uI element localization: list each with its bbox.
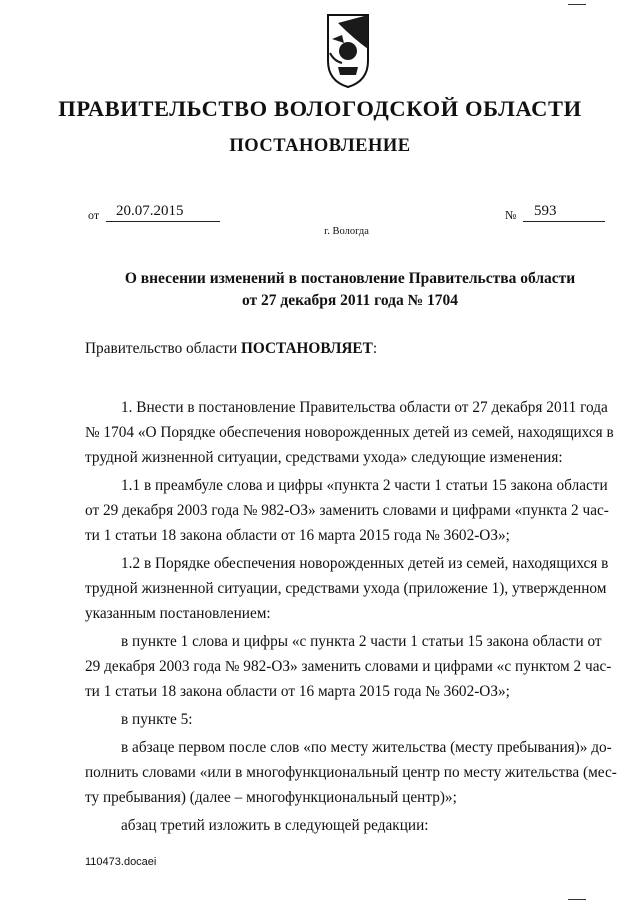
body-line: в пункте 5: (121, 711, 193, 728)
body-line: ти 1 статьи 18 закона области от 16 марта 2015 года № 3602-ОЗ»; (85, 527, 510, 544)
body-line: 1.1 в преамбуле слова и цифры «пункта 2 части 1 статьи 15 закона области (121, 477, 608, 494)
scan-mark (568, 4, 586, 5)
government-title: ПРАВИТЕЛЬСТВО ВОЛОГОДСКОЙ ОБЛАСТИ (58, 96, 582, 121)
body-line: абзац третий изложить в следующей редакции: (121, 817, 429, 834)
scan-mark (568, 899, 586, 900)
body-line: трудной жизненной ситуации, средствами ухода» следующие изменения: (85, 449, 563, 466)
city-label: г. Вологда (324, 226, 369, 237)
body-line: № 1704 «О Порядке обеспечения новорожденных детей из семей, находящихся в (85, 424, 614, 441)
body-line: в абзаце первом после слов «по месту жительства (месту пребывания)» до- (121, 739, 612, 756)
body-line: от 29 декабря 2003 года № 982-ОЗ» заменить словами и цифрами «пункта 2 час- (85, 502, 609, 519)
subject-line: от 27 декабря 2011 года № 1704 (241, 292, 459, 309)
subject-line: О внесении изменений в постановление Правительства области (124, 270, 576, 287)
preamble-text: Правительство области (85, 340, 242, 357)
body-line: в пункте 1 слова и цифры «с пункта 2 части 1 статьи 15 закона области от (121, 633, 602, 650)
document-date: 20.07.2015 (116, 203, 184, 219)
preamble (85, 340, 377, 358)
date-prefix: от (88, 208, 100, 222)
body-line: 1.2 в Порядке обеспечения новорожденных детей из семей, находящихся в (121, 555, 609, 572)
coat-of-arms-emblem (324, 9, 372, 89)
body-line: ту пребывания) (далее – многофункциональный центр)»; (85, 789, 457, 806)
document-subject (60, 268, 640, 312)
body-line: указанным постановлением: (85, 605, 271, 622)
document-type: ПОСТАНОВЛЕНИЕ (229, 136, 411, 156)
body-line: 1. Внести в постановление Правительства области от 27 декабря 2011 года (121, 399, 608, 416)
preamble-tail: : (372, 340, 378, 357)
date-underline (106, 221, 220, 222)
body-line: трудной жизненной ситуации, средствами ухода (приложение 1), утвержденном (85, 580, 607, 597)
number-prefix: № (505, 208, 517, 222)
body-line: ти 1 статьи 18 закона области от 16 марта 2015 года № 3602-ОЗ»; (85, 683, 510, 700)
body-line: полнить словами «или в многофункциональный центр по месту жительства (мес- (85, 764, 617, 781)
document-number: 593 (534, 203, 557, 219)
body-line: 29 декабря 2003 года № 982-ОЗ» заменить словами и цифрами «с пунктом 2 час- (85, 658, 612, 675)
file-code: 110473.docaei (85, 856, 157, 868)
number-underline (523, 221, 605, 222)
preamble-decision: ПОСТАНОВЛЯЕТ (241, 340, 373, 357)
